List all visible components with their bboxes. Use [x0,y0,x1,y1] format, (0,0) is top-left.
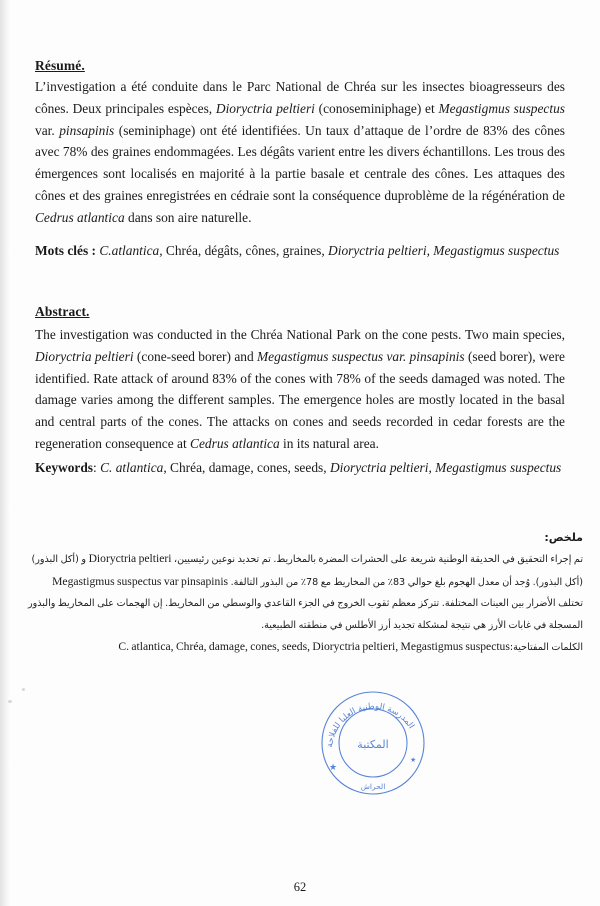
resume-paragraph [35,76,565,229]
arabic-line [22,548,583,570]
arabic-line [22,593,583,614]
scan-speck [8,700,12,703]
stamp-outer-text: المدرسة الوطنية العليا للفلاحة [325,701,416,749]
stamp-star-left-icon: ★ [329,762,338,772]
stamp-bottom-text: الحراش [360,782,386,791]
arabic-line [22,571,583,593]
latin-text: Dioryctria peltieri [88,552,172,566]
arabic-keywords-line [22,636,583,658]
abstract-paragraph [35,324,565,455]
italic-term: C. atlantica [100,460,164,475]
arabic-heading: ملخص: [544,531,583,544]
italic-term: pinsapinis [59,122,115,138]
italic-term: Dioryctria peltieri, Megastigmus suspectus [328,243,560,258]
text-run: و (أكل البذور) [31,554,89,566]
keywords-label: Keywords [35,460,94,475]
text-run: (أكل البذور). وُجد أن معدل الهجوم بلغ حوالي 83٪ من المخاريط مع 78٪ من البذور التالفة. [228,576,583,588]
italic-term: C.atlantica, [99,243,163,258]
library-stamp [318,688,428,798]
text-run: in its natural area. [279,435,379,451]
scan-speck [22,688,25,691]
stamp-center-text: المكتبة [357,738,389,751]
latin-text: Megastigmus suspectus var pinsapinis [52,574,229,588]
text-run: (seminiphage) ont été identifiées. Un taux d’attaque de l’ordre de 83% des cônes avec 78% des graines endommagées. Les dégâts varient entre les divers échantillons. Les trous des émergences sont localisés en majorité à la partie basale et centrale des cônes. Les attaques des cônes et des graines enregistrées en cédraie sont la conséquence duproblème de la régénération de [35,122,565,203]
italic-term: Cedrus atlantica [35,209,125,225]
mots-cles-label: Mots clés : [35,243,96,258]
page-number: 62 [293,880,307,894]
text-run: الكلمات المفتاحية: [509,642,583,654]
text-run: , Chréa, damage, cones, seeds, [163,460,330,475]
text-run: var. [35,122,60,138]
text-run: المسجلة في غابات الأرز هي نتيجة لمشكلة تجديد أرز الأطلس في منطقته الطبيعية. [261,619,583,631]
text-run: The investigation was conducted in the Chréa National Park on the cone pests. Two main species, [35,327,565,342]
keywords-list [93,460,561,475]
resume-heading: Résumé. [35,58,85,73]
mots-cles-list [96,243,559,258]
arabic-line [22,615,583,636]
text-run: (seed borer), were identified. Rate attack of around 83% of the cones with 78% of the seeds damaged was noted. The damage varies among the different samples. The emergence holes are mostly located in the basal and central parts of the cones. The attacks on cones and seeds recorded in cedar forests are the regeneration consequence at [35,348,565,451]
text-run: تم إجراء التحقيق في الحديقة الوطنية شريعة على الحشرات المضرة بالمخاريط. تم تحديد نوعين رئيسيين، [171,554,583,566]
italic-term: Dioryctria peltieri [35,348,134,364]
mots-cles [35,240,565,262]
resume-text [35,76,565,229]
text-run: (cone-seed borer) and [133,348,258,364]
keywords [35,459,565,476]
text-run: : [93,460,101,475]
italic-term: Cedrus atlantica [190,435,280,451]
italic-term: Megastigmus suspectus [438,100,566,116]
scan-edge-shadow [0,0,10,906]
text-run: dans son aire naturelle. [124,209,252,225]
latin-text: C. atlantica, Chréa, damage, cones, seeds, Dioryctria peltieri, Megastigmus suspectus [118,640,510,654]
stamp-star-right-icon: ★ [410,756,417,764]
italic-term: Dioryctria peltieri, Megastigmus suspectus [329,460,562,475]
text-run: Chréa, dégâts, cônes, graines, [162,243,329,258]
text-run: L’investigation a été conduite dans le Parc National de Chréa sur les insectes bioagresseurs des cônes. Deux principales espèces, [35,79,565,116]
abstract-heading: Abstract. [35,304,90,319]
italic-term: Dioryctria peltieri [215,100,315,116]
text-run: (conoseminiphage) et [314,100,439,116]
arabic-abstract [22,527,583,658]
italic-term: Megastigmus suspectus var. pinsapinis [257,348,465,364]
abstract-text [35,324,565,455]
text-run: تختلف الأضرار بين العينات المختلفة. تتركز معظم ثقوب الخروج في الجزء القاعدي والوسطي من المخاريط. إن الهجمات على المخاريط والبذور [27,598,583,610]
